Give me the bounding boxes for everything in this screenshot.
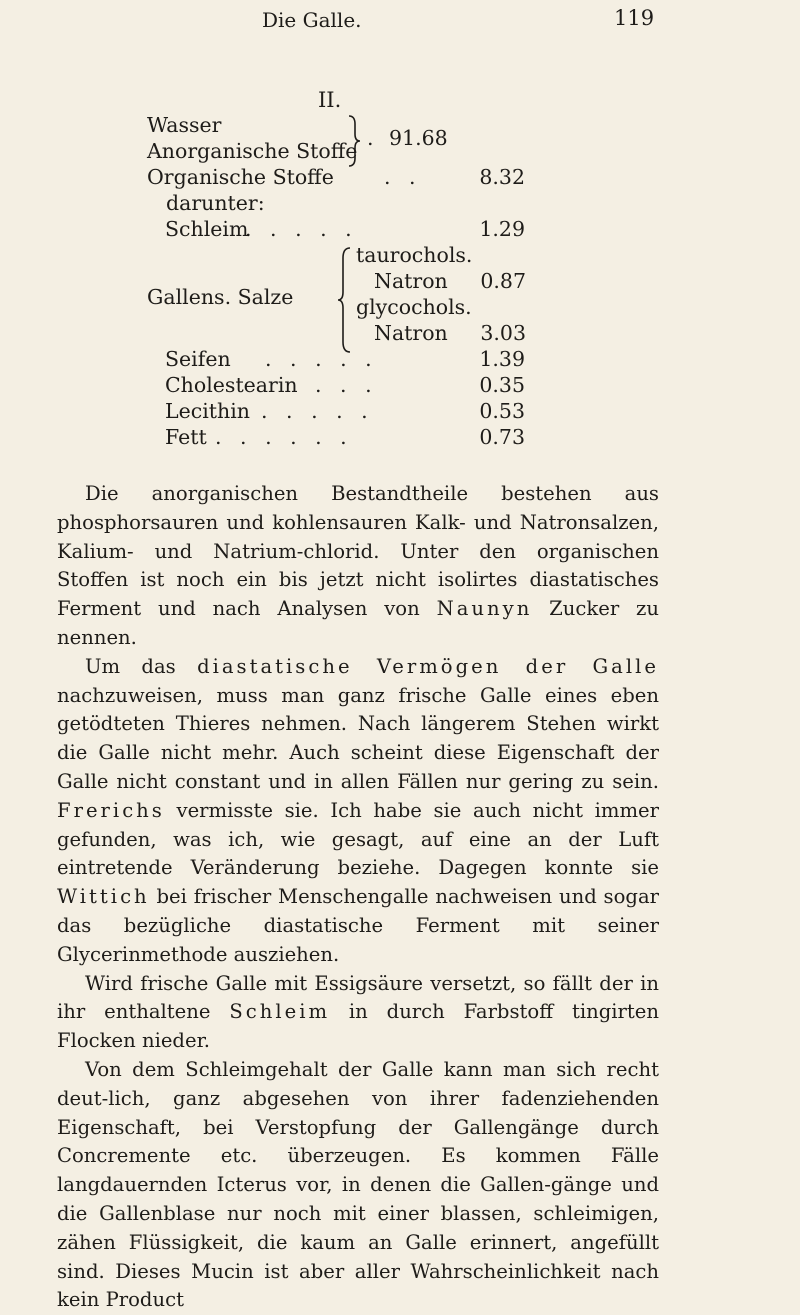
label-anorganisch: Anorganische Stoffe bbox=[147, 139, 358, 163]
value-tauro-natron: 0.87 bbox=[480, 269, 526, 293]
label-lecithin: Lecithin bbox=[165, 399, 250, 423]
value-wasser-anorganisch: 91.68 bbox=[389, 126, 448, 150]
label-gallens: Gallens. Salze bbox=[147, 285, 294, 309]
label-seifen: Seifen bbox=[165, 347, 231, 371]
running-head: Die Galle. bbox=[262, 8, 362, 32]
emphasis-diastatisch: diastatische Vermögen der Galle bbox=[197, 654, 659, 678]
value-seifen: 1.39 bbox=[479, 347, 525, 371]
body-text bbox=[57, 480, 659, 1315]
label-schleim: Schleim bbox=[165, 217, 249, 241]
value-schleim: 1.29 bbox=[479, 217, 525, 241]
paragraph-3: Wird frische Galle mit Essigsäure versetzt, so fällt der in ihr enthaltene Schleim in durch Farbstoff tingirten Flocken nieder. bbox=[57, 971, 659, 1053]
paragraph-2: Um das diastatische Vermögen der Galle nachzuweisen, muss man ganz frische Galle eines eben getödteten Thieres nehmen. Nach längerem Stehen wirkt die Galle nicht mehr. Auch scheint diese Eigenschaft der Galle nicht constant und in allen Fällen nur gering zu sein. Frerichs vermisste sie. Ich habe sie auch nicht immer gefunden, was ich, wie gesagt, auf eine an der Luft eintretende Veränderung beziehe. Dagegen konnte sie Wittich bei frischer Menschengalle nachweisen und sogar das bezügliche diastatische Ferment mit seiner Glycerinmethode ausziehen. bbox=[57, 654, 659, 966]
value-glyco-natron: 3.03 bbox=[480, 321, 526, 345]
label-cholestearin: Cholestearin bbox=[165, 373, 298, 397]
section-number: II. bbox=[318, 88, 342, 112]
label-glycochols: glycochols. bbox=[356, 295, 472, 319]
label-wasser: Wasser bbox=[147, 113, 222, 137]
paragraph-4: Von dem Schleimgehalt der Galle kann man sich recht deut-lich, ganz abgesehen von ihrer fadenziehenden Eigenschaft, bei Verstopfung der Gallengänge durch Concremente etc. überzeugen. Es kommen Fälle langdauernden Icterus vor, in denen die Gallen-gänge und die Gallenblase nur noch mit einer blassen, schleimigen, zähen Flüssigkeit, die kaum an Galle erinnert, angefüllt sind. Dieses Mucin ist aber aller Wahrscheinlichkeit nach kein Product bbox=[57, 1057, 659, 1312]
label-tauro-natron: Natron bbox=[374, 269, 448, 293]
author-frerichs: Frerichs bbox=[57, 798, 165, 822]
label-darunter: darunter: bbox=[166, 191, 265, 215]
value-lecithin: 0.53 bbox=[479, 399, 525, 423]
left-brace bbox=[336, 244, 356, 356]
author-wittich: Wittich bbox=[57, 885, 150, 909]
value-cholestearin: 0.35 bbox=[479, 373, 525, 397]
label-fett: Fett bbox=[165, 425, 207, 449]
paragraph-1: Die anorganischen Bestandtheile bestehen aus phosphorsauren und kohlensauren Kalk- und Natronsalzen, Kalium- und Natrium-chlorid. Unter den organischen Stoffen ist noch ein bis jetzt nicht isolirtes diastatisches Ferment und nach Analysen von Naunyn Zucker zu nennen. bbox=[57, 482, 659, 649]
label-taurochols: taurochols. bbox=[356, 243, 473, 267]
page-number: 119 bbox=[614, 6, 655, 30]
label-organisch: Organische Stoffe bbox=[147, 165, 334, 189]
value-organisch: 8.32 bbox=[479, 165, 525, 189]
label-glyco-natron: Natron bbox=[374, 321, 448, 345]
value-fett: 0.73 bbox=[479, 425, 525, 449]
author-naunyn: Naunyn bbox=[436, 597, 533, 621]
emphasis-schleim: Schleim bbox=[229, 1000, 331, 1024]
right-brace bbox=[345, 112, 365, 170]
